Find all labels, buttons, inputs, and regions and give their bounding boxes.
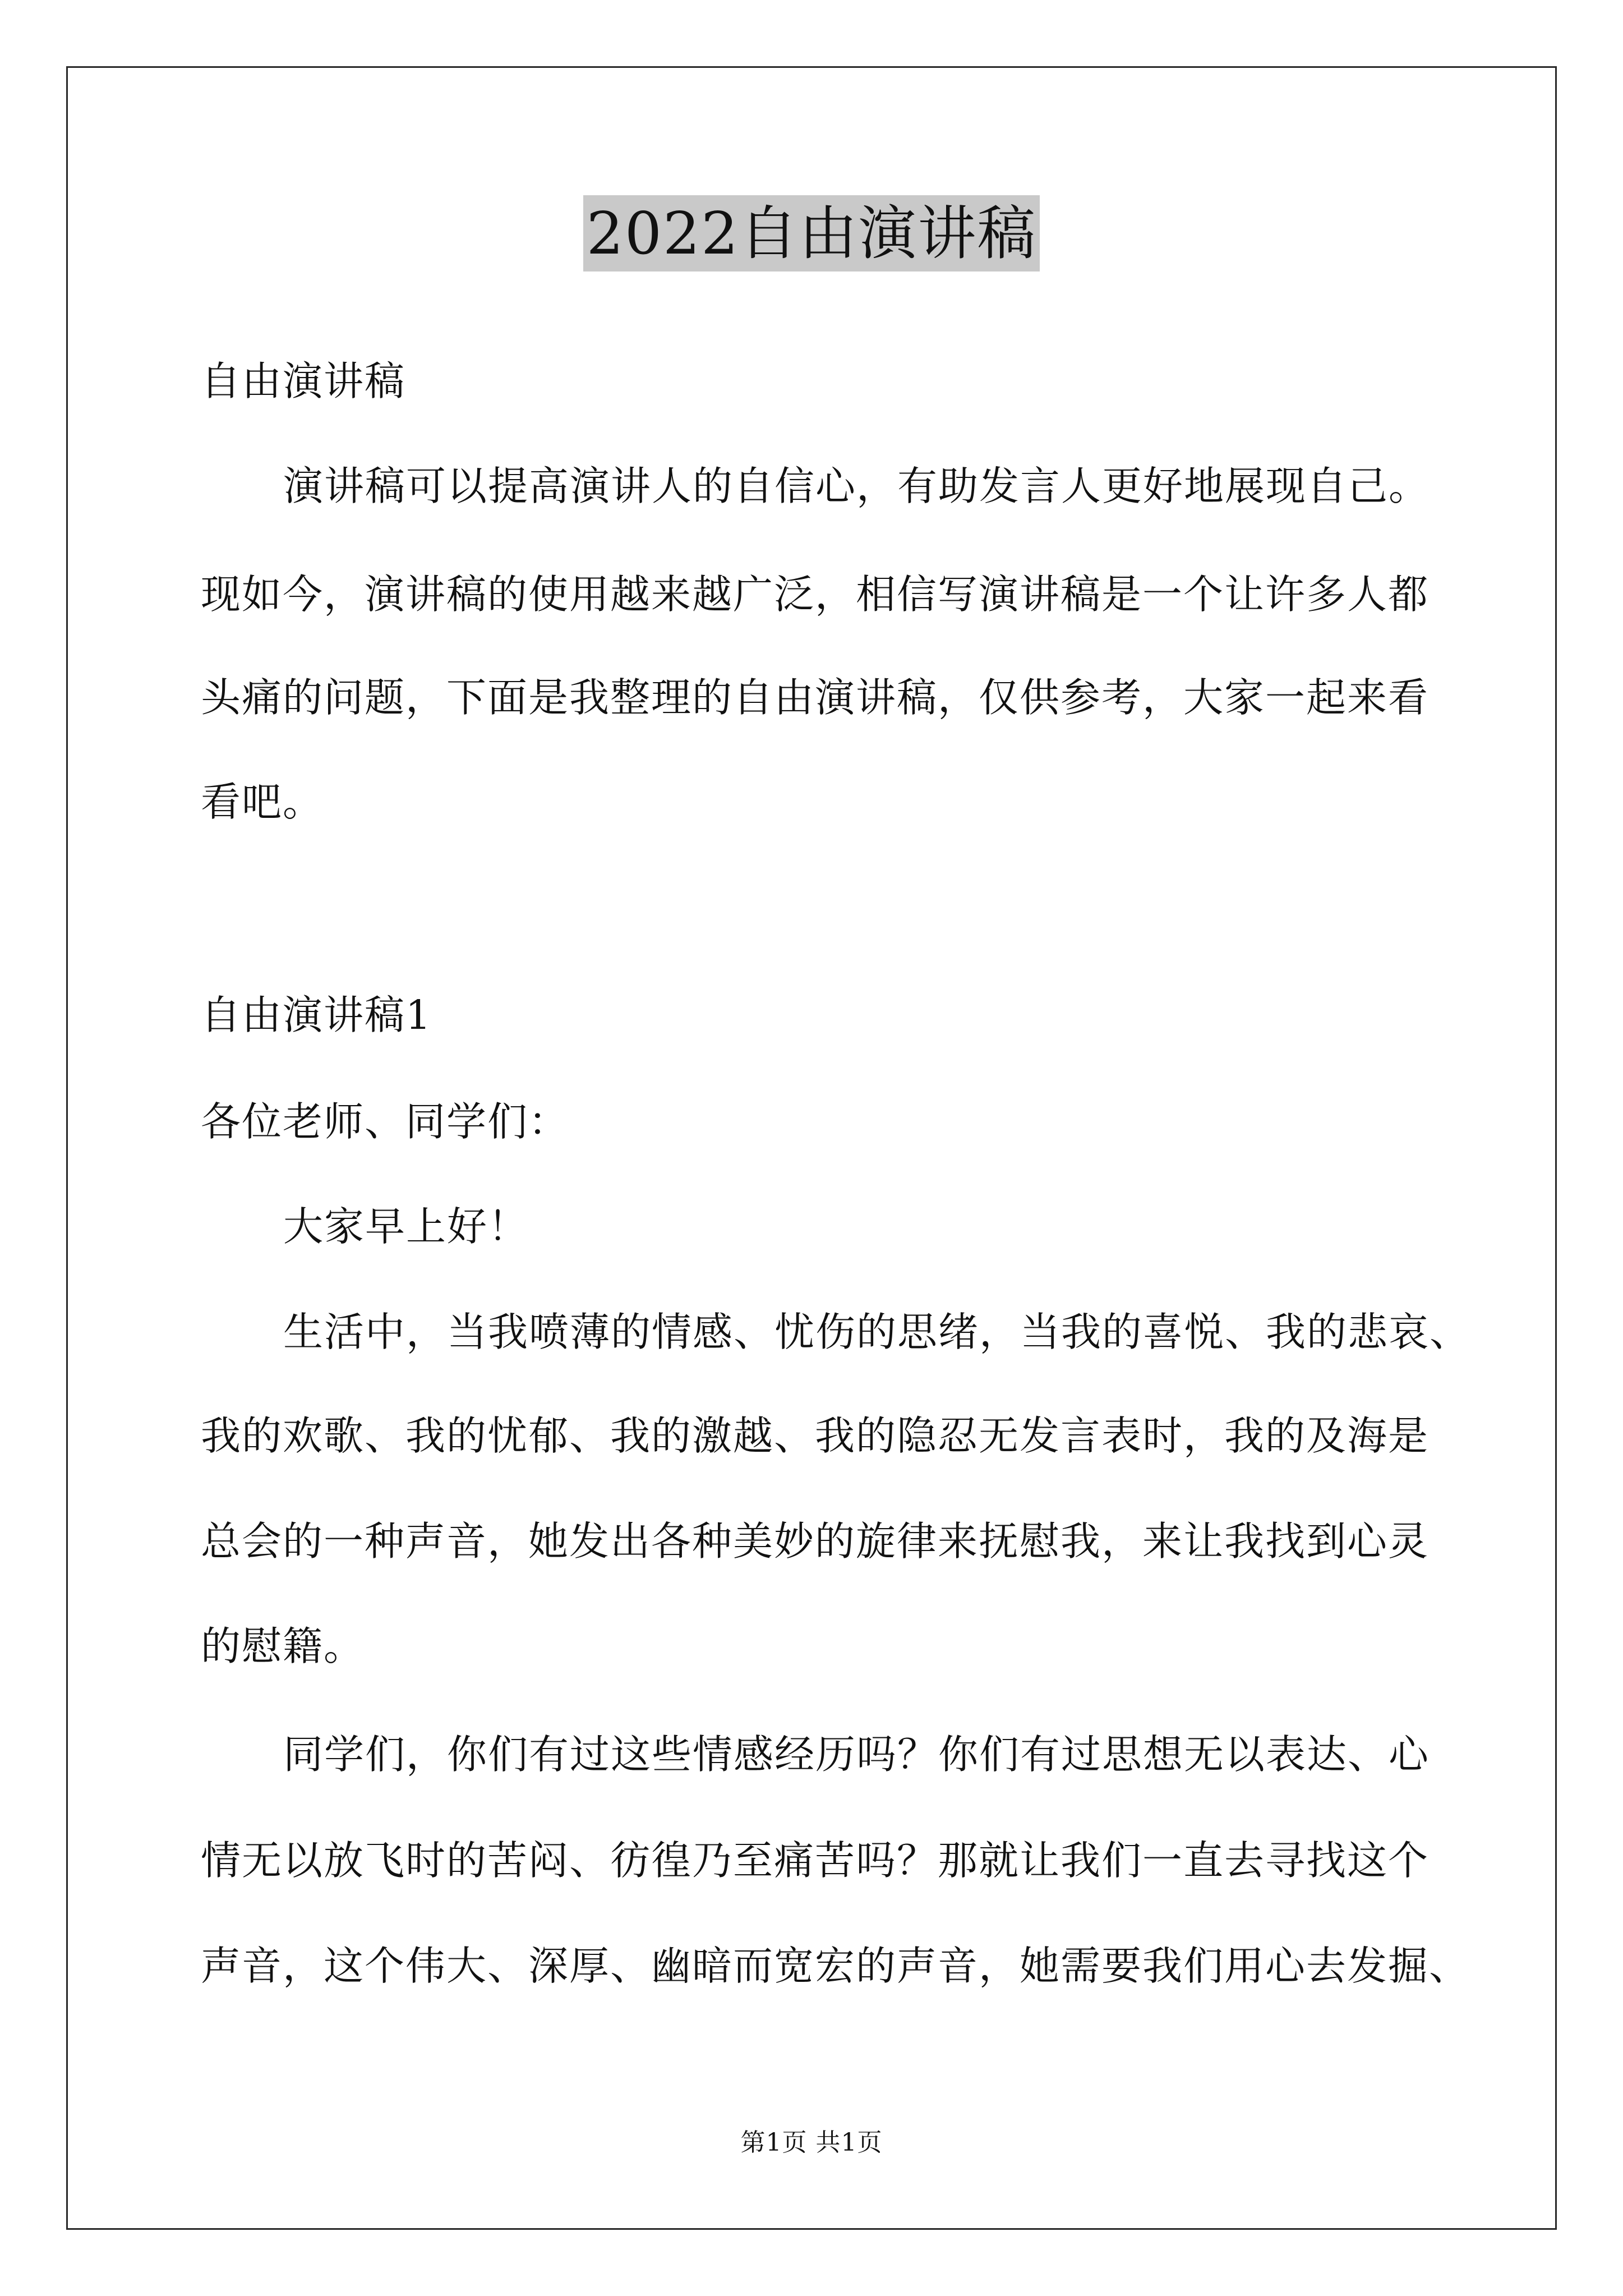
intro-line-3: 头痛的问题，下面是我整理的自由演讲稿，仅供参考，大家一起来看: [201, 674, 1430, 721]
paragraph-1-line-1: 生活中，当我喷薄的情感、忧伤的思绪，当我的喜悦、我的悲哀、: [283, 1309, 1471, 1355]
paragraph-2-line-3: 声音，这个伟大、深厚、幽暗而宽宏的声音，她需要我们用心去发掘、: [201, 1943, 1470, 1989]
page-footer: 第1页 共1页: [740, 2128, 883, 2157]
document-title: 2022自由演讲稿: [583, 195, 1040, 272]
paragraph-2-line-2: 情无以放飞时的苦闷、彷徨乃至痛苦吗？那就让我们一直去寻找这个: [201, 1837, 1430, 1884]
paragraph-1-line-3: 总会的一种声音，她发出各种美妙的旋律来抚慰我，来让我找到心灵: [201, 1518, 1430, 1565]
intro-line-2: 现如今，演讲稿的使用越来越广泛，相信写演讲稿是一个让许多人都: [201, 571, 1430, 618]
paragraph-1-line-2: 我的欢歌、我的忧郁、我的激越、我的隐忍无发言表时，我的及海是: [201, 1412, 1430, 1459]
title-container: [0, 195, 1623, 272]
intro-line-1: 演讲稿可以提高演讲人的自信心，有助发言人更好地展现自己。: [283, 463, 1430, 509]
paragraph-2-line-1: 同学们，你们有过这些情感经历吗？你们有过思想无以表达、心: [283, 1731, 1430, 1778]
salutation: 各位老师、同学们：: [201, 1098, 570, 1145]
section-heading: 自由演讲稿: [201, 358, 406, 404]
speech-heading: 自由演讲稿1: [201, 992, 432, 1038]
paragraph-1-line-4: 的慰籍。: [201, 1623, 365, 1669]
greeting: 大家早上好！: [283, 1203, 529, 1250]
intro-line-4: 看吧。: [201, 779, 324, 825]
